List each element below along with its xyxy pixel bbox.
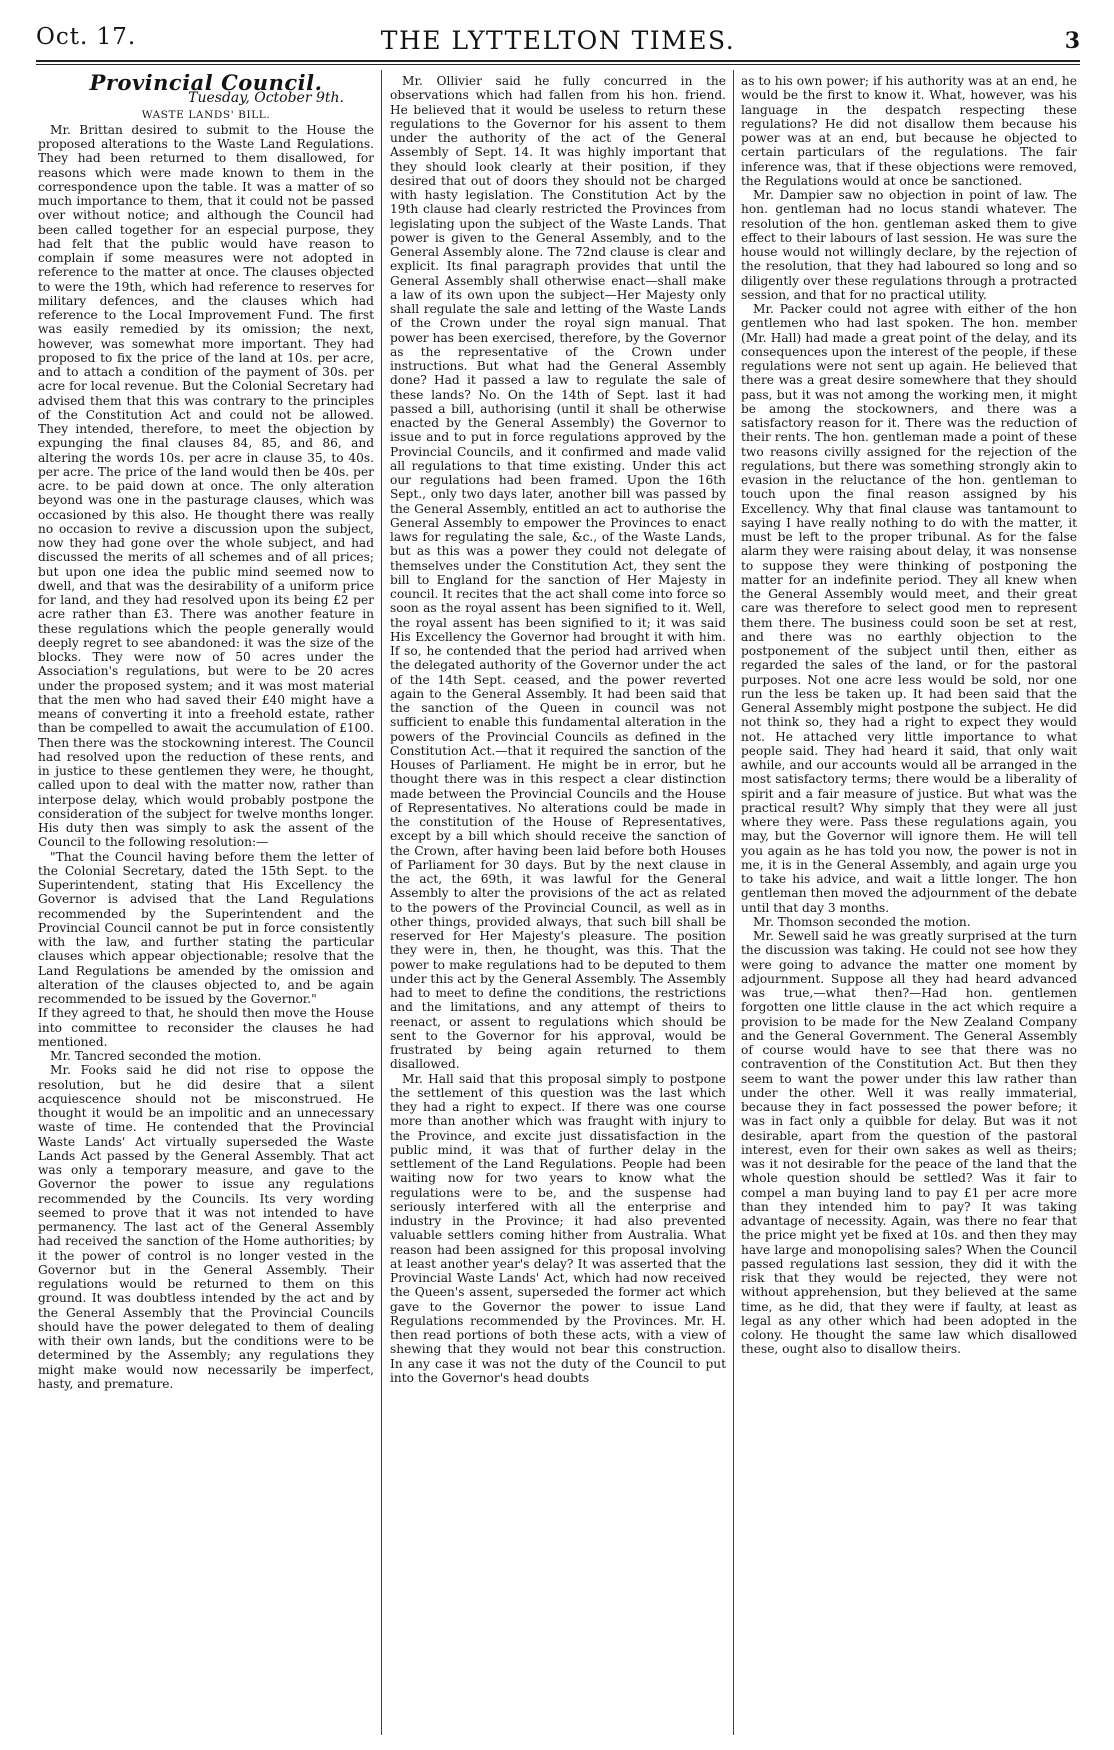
paragraph: Mr. Ollivier said he fully concurred in the observations which had fallen from his hon. friend. He believed that it would be useless to return these regulations to the Governor for his assent to them under the authority of the act of the General Assembly of Sept. 14. It was highly important that they should look clearly at their position, if they desired that out of doors they should not be charged with hasty legislation. The Constitution Act by the 19th clause had clearly restricted the Provinces from legislating upon the subject of the Waste Lands. That power is given to the General Assembly, and to the General Assembly alone. The 72nd clause is clear and explicit. Its final paragraph provides that until the General Assembly shall otherwise enact—shall make a law of its own upon the subject—Her Majesty only shall regulate the sale and letting of the Waste Lands of the Crown under the royal sign manual. That power has been exercised, therefore, by the Governor as the representative of the Crown under instructions. But what had the General Assembly done? Had it passed a law to regulate the sale of these lands? No. On the 14th of Sept. last it had passed a bill, authorising (until it shall be otherwise enacted by the General Assembly) the Governor to issue and to put in force regulations approved by the Provincial Councils, and it confirmed and made valid all regulations to that time existing. Under this act our regulations had been framed. Upon the 16th Sept., only two days later, another bill was passed by the General Assembly, entitled an act to authorise the General Assembly to empower the Provinces to enact laws for regulating the sale, &c., of the Waste Lands, but as this was a power they could not delegate of themselves under the Constitution Act, they sent the bill to England for the sanction of Her Majesty in council. It recites that the act shall come into force so soon as the royal assent has been signified to it. Well, the royal assent has been signified to it; it was said His Excellency the Governor had brought it with him. If so, he contended that the period had arrived when the delegated authority of the Governor under the act of the 14th Sept. ceased, and the power reverted again to the General Assembly. It had been said that the sanction of the Queen in council was not sufficient to enable this fundamental alteration in the powers of the Provincial Councils as defined in the Constitution Act.—that it required the sanction of the Houses of Parliament. He might be in error, but he thought there was in this respect a clear distinction made between the Provincial Councils and the House of Representatives. No alterations could be made in the constitution of the House of Representatives, except by a bill which should receive the sanction of the Crown, after having been laid before both Houses of Parliament for 30 days. But by the next clause in the act, the 69th, it was lawful for the General Assembly to alter the provisions of the act as related to the powers of the Provincial Council, as well as in other things, provided always, that such bill shall be reserved for Her Majesty's pleasure. The position they were in, then, he thought, was this. That the power to make regulations had to be deputed to them under this act by the General Assembly. The Assembly had to meet to define the conditions, the restrictions and the limitations, and any attempt of theirs to reenact, or assent to regulations which should be sent to the Governor for his approval, would be frustrated by being again returned to them disallowed.	[390, 74, 726, 1072]
column-1	[38, 74, 374, 1734]
resolution-quote: "That the Council having before them the letter of the Colonial Secretary, dated the 15th Sept. to the Superintendent, stating that His Excellency the Governor is advised that the Land Regulations recommended by the Superintendent and the Provincial Council cannot be put in force consistently with the law, and further stating the particular clauses which appear objectionable; resolve that the Land Regulations be amended by the omission and alteration of the clauses objected to, and be again recommended to be issued by the Governor."	[38, 849, 374, 1006]
header-rule-thin	[36, 64, 1080, 65]
header-rule	[36, 60, 1080, 62]
newspaper-title: THE LYTTELTON TIMES.	[380, 26, 736, 55]
column-3	[741, 74, 1077, 1734]
paragraph: as to his own power; if his authority was at an end, he would be the first to know it. What, however, was his language in the despatch respecting these regulations? He did not disallow them because his power was at an end, but because he objected to certain particulars of the regulations. The fair inference was, that if these objections were removed, the Regulations would at once be sanctioned.	[741, 74, 1077, 188]
issue-date: Oct. 17.	[36, 24, 137, 50]
section-title: Provincial Council.	[89, 74, 323, 95]
paragraph: Mr. Packer could not agree with either of the hon gentlemen who had last spoken. The hon. member (Mr. Hall) had made a great point of the delay, and its consequences upon the interest of the people, if these regulations were not sent up again. He believed that there was a great desire somewhere that they should pass, but it was not among the working men, it might be among the stockowners, and there was a satisfactory reason for it. There was the reduction of their rents. The hon. gentleman made a point of these two reasons civilly assigned for the rejection of the regulations, but there was something strongly akin to evasion in the reluctance of the hon. gentleman to touch upon the final reason assigned by his Excellency. Why that final clause was tantamount to saying I have really nothing to do with the matter, it must be left to the proper tribunal. As for the false alarm they were raising about delay, it was nonsense to suppose they were thinking of postponing the matter for an indefinite period. They all knew when the General Assembly would meet, and their great care was therefore to select good men to represent them there. The business could soon be set at rest, and there was no earthly objection to the postponement of the subject until then, either as regarded the sales of the land, or for the pastoral purposes. Not one acre less would be sold, nor one run the less be taken up. It had been said that the General Assembly might postpone the subject. He did not think so, they had a right to expect they would not. He attached very little importance to what people said. They had heard it said, that only wait awhile, and our accounts would all be arranged in the most satisfactory terms; there would be a liberality of spirit and a fair measure of justice. But what was the practical result? Why simply that they were all just where they were. Pass these regulations again, you may, but the Governor will ignore them. He will tell you again as he has told you now, the power is not in me, it is in the General Assembly, and again urge you to take his advice, and wait a little longer. The hon gentleman then moved the adjournment of the debate until that day 3 months.	[741, 302, 1077, 915]
page-number: 3	[1064, 28, 1080, 54]
paragraph: Mr. Tancred seconded the motion.	[50, 1049, 262, 1063]
column-2	[390, 74, 726, 1734]
paragraph: Mr. Hall said that this proposal simply to postpone the settlement of this question was the last which they had a right to expect. If there was one course more than another which was fraught with injury to the Province, and excite just dissatisfaction in the public mind, it was that of further delay in the settlement of the Land Regulations. People had been waiting now for two years to know what the regulations were to be, and the suspense had seriously interfered with all the enterprise and industry in the Province; it had also prevented valuable settlers coming hither from Australia. What reason had been assigned for this proposal involving at least another year's delay? It was asserted that the Provincial Waste Lands' Act, which had now received the Queen's assent, superseded the former act which gave to the Governor the power to issue Land Regulations recommended by the Provinces. Mr. H. then read portions of both these acts, with a view of shewing that they would not bear this construction. In any case it was not the duty of the Council to put into the Governor's head doubts	[390, 1071, 726, 1385]
paragraph: Mr. Dampier saw no objection in point of law. The hon. gentleman had no locus standi whatever. The resolution of the hon. gentleman asked them to give effect to their labours of last session. He was sure the house would not willingly declare, by the rejection of the resolution, that they had laboured so long and so diligently over these regulations through a protracted session, and that for no practical utility.	[741, 188, 1077, 302]
paragraph: Mr. Sewell said he was greatly surprised at the turn the discussion was taking. He could not see how they were going to advance the matter one moment by adjournment. Suppose all they had heard advanced was true,—what then?—Had hon. gentlemen forgotten one little clause in the act which require a provision to be made for the New Zealand Company and the General Government. The General Assembly of course would have to see that there was no contravention of the Constitution Act. But then they seem to want the power under this law rather than under the other. Well it was really immaterial, because they in fact possessed the power before; it was in fact only a quibble for delay. But was it not desirable, apart from the question of the pastoral interest, even for their own sakes as well as theirs; was it not desirable for the peace of the land that the whole question should be settled? Was it fair to compel a man buying land to pay £1 per acre more than they intended him to pay? It was taking advantage of necessity. Again, was there no fear that the price might yet be fixed at 10s. and then they may have large and monopolising sales? When the Council passed regulations last session, they did it with the risk that they would be rejected, they were not without apprehension, but they believed at the same time, as he did, that they were if faulty, at least as legal as any other which had been adopted in the colony. He thought the same law which disallowed these, ought also to disallow theirs.	[741, 929, 1077, 1357]
masthead	[36, 18, 1080, 60]
section-date: Tuesday, October 9th.	[188, 90, 344, 107]
column-divider	[381, 70, 382, 1735]
paragraph: If they agreed to that, he should then move the House into committee to reconsider the clauses he had mentioned.	[38, 1006, 374, 1049]
paragraph: Mr. Fooks said he did not rise to oppose the resolution, but he did desire that a silent acquiescence should not be misconstrued. He thought it would be an impolitic and an unnecessary waste of time. He contended that the Provincial Waste Lands' Act virtually superseded the Waste Lands Act passed by the General Assembly. That act was only a temporary measure, and gave to the Governor the power to issue any regulations recommended by the Councils. Its very wording seemed to prove that it was not intended to have permanency. The last act of the General Assembly had received the sanction of the Home authorities; by it the power of control is no longer vested in the Governor but in the General Assembly. Their regulations would be returned to them on this ground. It was doubtless intended by the act and by the General Assembly that the Provincial Councils should have the power delegated to them of dealing with their own lands, but the conditions were to be determined by the Assembly; any regulations they might make would now necessarily be imperfect, hasty, and premature.	[38, 1063, 374, 1391]
paragraph: Mr. Thomson seconded the motion.	[753, 914, 971, 929]
section-subheading: WASTE LANDS' BILL.	[141, 108, 271, 121]
column-divider	[733, 70, 734, 1735]
paragraph: Mr. Brittan desired to submit to the House the proposed alterations to the Waste Land Regulations. They had been returned to them disallowed, for reasons which were made known to them in the correspondence upon the table. It was a matter of so much importance to them, that it could not be passed over without notice; and although the Council had been called together for an especial purpose, they had felt that the public would have reason to complain if some measures were not adopted in reference to the matter at once. The clauses objected to were the 19th, which had reference to reserves for military defences, and the clauses which had reference to the Local Improvement Fund. The first was easily remedied by its omission; the next, however, was somewhat more important. They had proposed to fix the price of the land at 10s. per acre, and to attach a condition of the payment of 30s. per acre for local revenue. But the Colonial Secretary had advised them that this was contrary to the principles of the Constitution Act and could not be allowed. They intended, therefore, to meet the objection by expunging the final clauses 84, 85, and 86, and altering the words 10s. per acre in clause 35, to 40s. per acre. The price of the land would then be 40s. per acre. to be paid down at once. The only alteration beyond was one in the pasturage clauses, which was occasioned by this also. He thought there was really no occasion to revive a discussion upon the subject, now they had gone over the whole subject, and had discussed the merits of all schemes and of all prices; but upon one idea the public mind seemed now to dwell, and that was the desirability of a uniform price for land, and they had resolved upon its being £2 per acre rather than £3. There was another feature in these regulations which the people generally would deeply regret to see abandoned: it was the size of the blocks. They were now of 50 acres under the Association's regulations, but were to be 20 acres under the proposed system; and it was most material that the men who had saved their £40 might have a means of converting it into a freehold estate, rather than be compelled to await the accumulation of £100. Then there was the stockowning interest. The Council had resolved upon the reduction of these rents, and in justice to these gentlemen they were, he thought, called upon to deal with the matter now, rather than interpose delay, which would probably postpone the consideration of the subject for twelve months longer. His duty then was simply to ask the assent of the Council to the following resolution:—	[38, 122, 374, 850]
